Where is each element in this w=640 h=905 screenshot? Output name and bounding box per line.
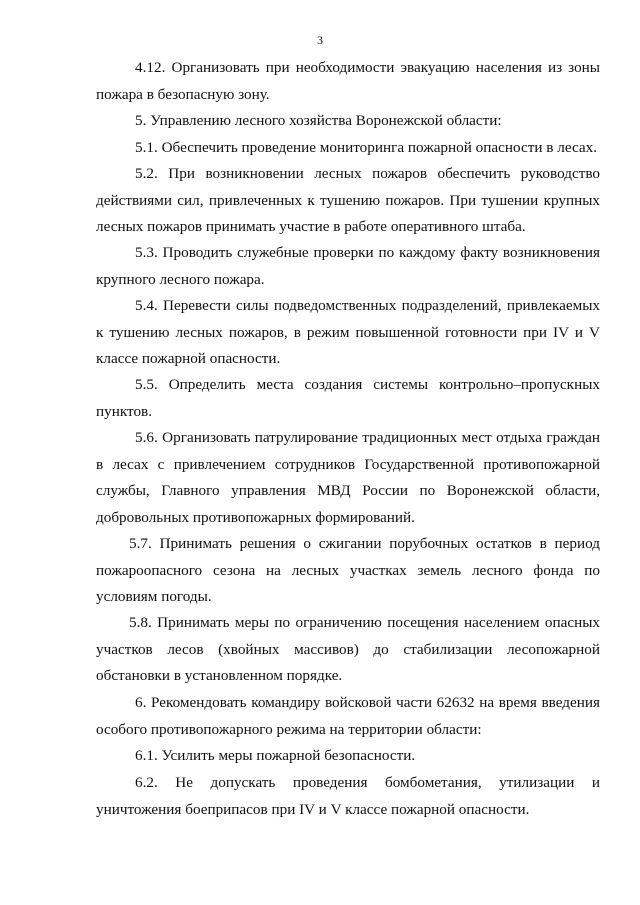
paragraph-5-1 xyxy=(96,135,600,162)
paragraph-6 xyxy=(96,690,600,743)
text-line: пожароопасного сезона на лесных участках земель лесного фонда по xyxy=(96,561,600,579)
text-line: лесных пожаров принимать участие в работе оперативного штаба. xyxy=(96,218,526,235)
text-line: 5.7. Принимать решения о сжигании порубочных остатков в период xyxy=(129,535,600,552)
text-line: в лесах с привлечением сотрудников Государственной противопожарной xyxy=(96,455,600,473)
text-line: классе пожарной опасности. xyxy=(96,350,281,367)
paragraph-5-6 xyxy=(96,425,600,531)
page-number: 3 xyxy=(317,33,323,47)
text-line: 6. Рекомендовать командиру войсковой части 62632 на время введения xyxy=(135,694,600,711)
text-line: 5.2. При возникновении лесных пожаров обеспечить руководство xyxy=(135,165,600,182)
text-line: службы, Главного управления МВД России по Воронежской области, xyxy=(96,482,600,499)
text-line: пунктов. xyxy=(96,402,153,420)
paragraph-5 xyxy=(96,108,600,135)
text-line: 5.6. Организовать патрулирование традиционных мест отдыха граждан xyxy=(135,429,600,446)
text-line: 5. Управлению лесного хозяйства Воронежской области: xyxy=(135,112,502,129)
paragraph-6-1 xyxy=(96,743,600,770)
paragraph-5-4 xyxy=(96,293,600,373)
text-line: к тушению лесных пожаров, в режим повышенной готовности при IV и V xyxy=(96,323,600,341)
paragraph-5-3 xyxy=(96,240,600,293)
text-line: 5.1. Обеспечить проведение мониторинга пожарной опасности в лесах. xyxy=(135,139,598,156)
text-line: 6.2. Не допускать проведения бомбометания, утилизации и xyxy=(135,774,600,791)
text-line: уничтожения боеприпасов при IV и V классе пожарной опасности. xyxy=(96,800,530,818)
text-line: 5.3. Проводить служебные проверки по каждому факту возникновения xyxy=(135,244,600,261)
paragraph-6-2 xyxy=(96,770,600,823)
text-line: 4.12. Организовать при необходимости эвакуацию населения из зоны xyxy=(135,59,600,76)
paragraph-4-12 xyxy=(96,55,600,108)
paragraph-5-8 xyxy=(96,610,600,690)
text-line: особого противопожарного режима на территории области: xyxy=(96,720,482,738)
text-line: 5.8. Принимать меры по ограничению посещения населением опасных xyxy=(129,614,600,631)
text-line: 5.5. Определить места создания системы контрольно–пропускных xyxy=(135,376,600,393)
text-line: добровольных противопожарных формирований. xyxy=(96,508,415,526)
text-line: действиями сил, привлеченных к тушению пожаров. При тушении крупных xyxy=(96,191,600,209)
text-line: 5.4. Перевести силы подведомственных подразделений, привлекаемых xyxy=(135,297,600,314)
text-line: пожара в безопасную зону. xyxy=(96,85,270,103)
paragraph-5-2 xyxy=(96,161,600,241)
paragraph-5-7 xyxy=(96,531,600,611)
paragraph-5-5 xyxy=(96,372,600,425)
text-line: обстановки в установленном порядке. xyxy=(96,667,343,684)
text-line: крупного лесного пожара. xyxy=(96,270,265,288)
text-line: участков лесов (хвойных массивов) до стабилизации лесопожарной xyxy=(96,640,600,658)
text-line: условиям погоды. xyxy=(96,588,212,605)
text-line: 6.1. Усилить меры пожарной безопасности. xyxy=(135,747,416,764)
